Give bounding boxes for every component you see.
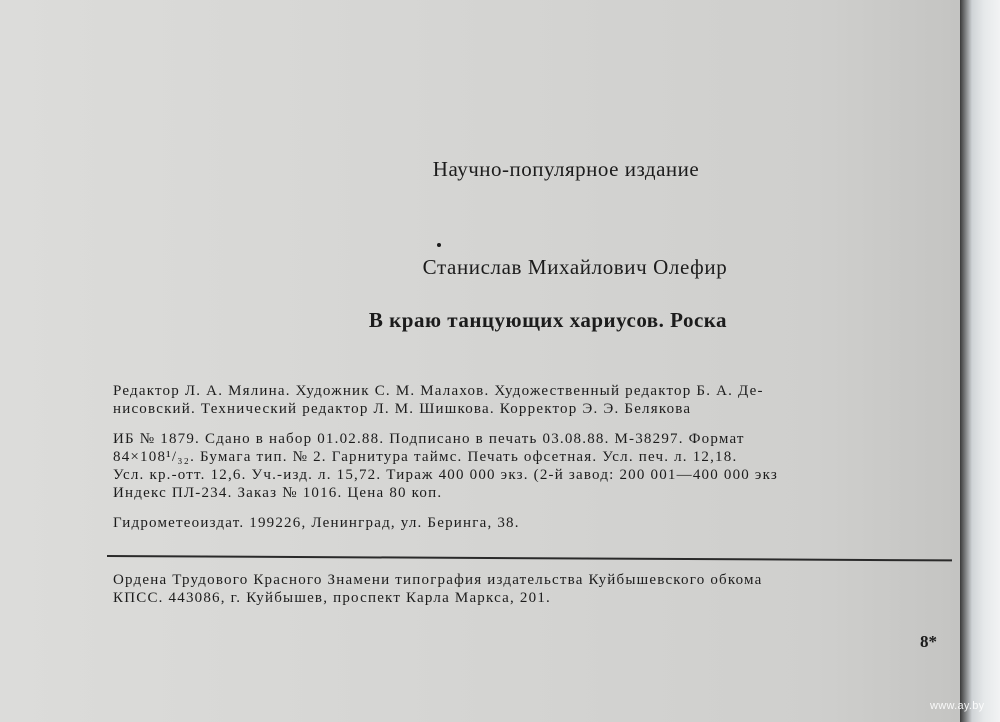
print-specs-line: 84×108¹/₃₂. Бумага тип. № 2. Гарнитура таймс. Печать офсетная. Усл. печ. л. 12,18. (113, 449, 738, 465)
print-specs-line: ИБ № 1879. Сдано в набор 01.02.88. Подписано в печать 03.08.88. М-38297. Формат (113, 431, 745, 447)
printer-line: Ордена Трудового Красного Знамени типография издательства Куйбышевского обкома (113, 572, 763, 588)
ornament-dot (437, 243, 441, 247)
author-name: Станислав Михайлович Олефир (422, 255, 728, 279)
divider-line (107, 555, 952, 561)
credits-line: Редактор Л. А. Мялина. Художник С. М. Малахов. Художественный редактор Б. А. Де- (113, 383, 764, 399)
printer-line: КПСС. 443086, г. Куйбышев, проспект Карла Маркса, 201. (113, 590, 551, 606)
publication-genre: Научно-популярное издание (432, 157, 700, 181)
print-specs-line: Усл. кр.-отт. 12,6. Уч.-изд. л. 15,72. Тираж 400 000 экз. (2-й завод: 200 001—400 000 экз (113, 467, 778, 483)
credits-line: нисовский. Технический редактор Л. М. Шишкова. Корректор Э. Э. Белякова (113, 401, 692, 417)
publisher-address: Гидрометеоиздат. 199226, Ленинград, ул. Беринга, 38. (113, 515, 520, 531)
credits-block (113, 382, 953, 418)
signature-mark: 8* (920, 632, 937, 651)
print-specs-block (113, 430, 953, 502)
page-edge (960, 0, 1000, 722)
printer-block (113, 571, 953, 607)
print-specs-line: Индекс ПЛ-234. Заказ № 1016. Цена 80 коп. (113, 485, 443, 501)
book-title: В краю танцующих хариусов. Роска (368, 308, 728, 332)
site-watermark: www.ay.by (930, 700, 985, 712)
